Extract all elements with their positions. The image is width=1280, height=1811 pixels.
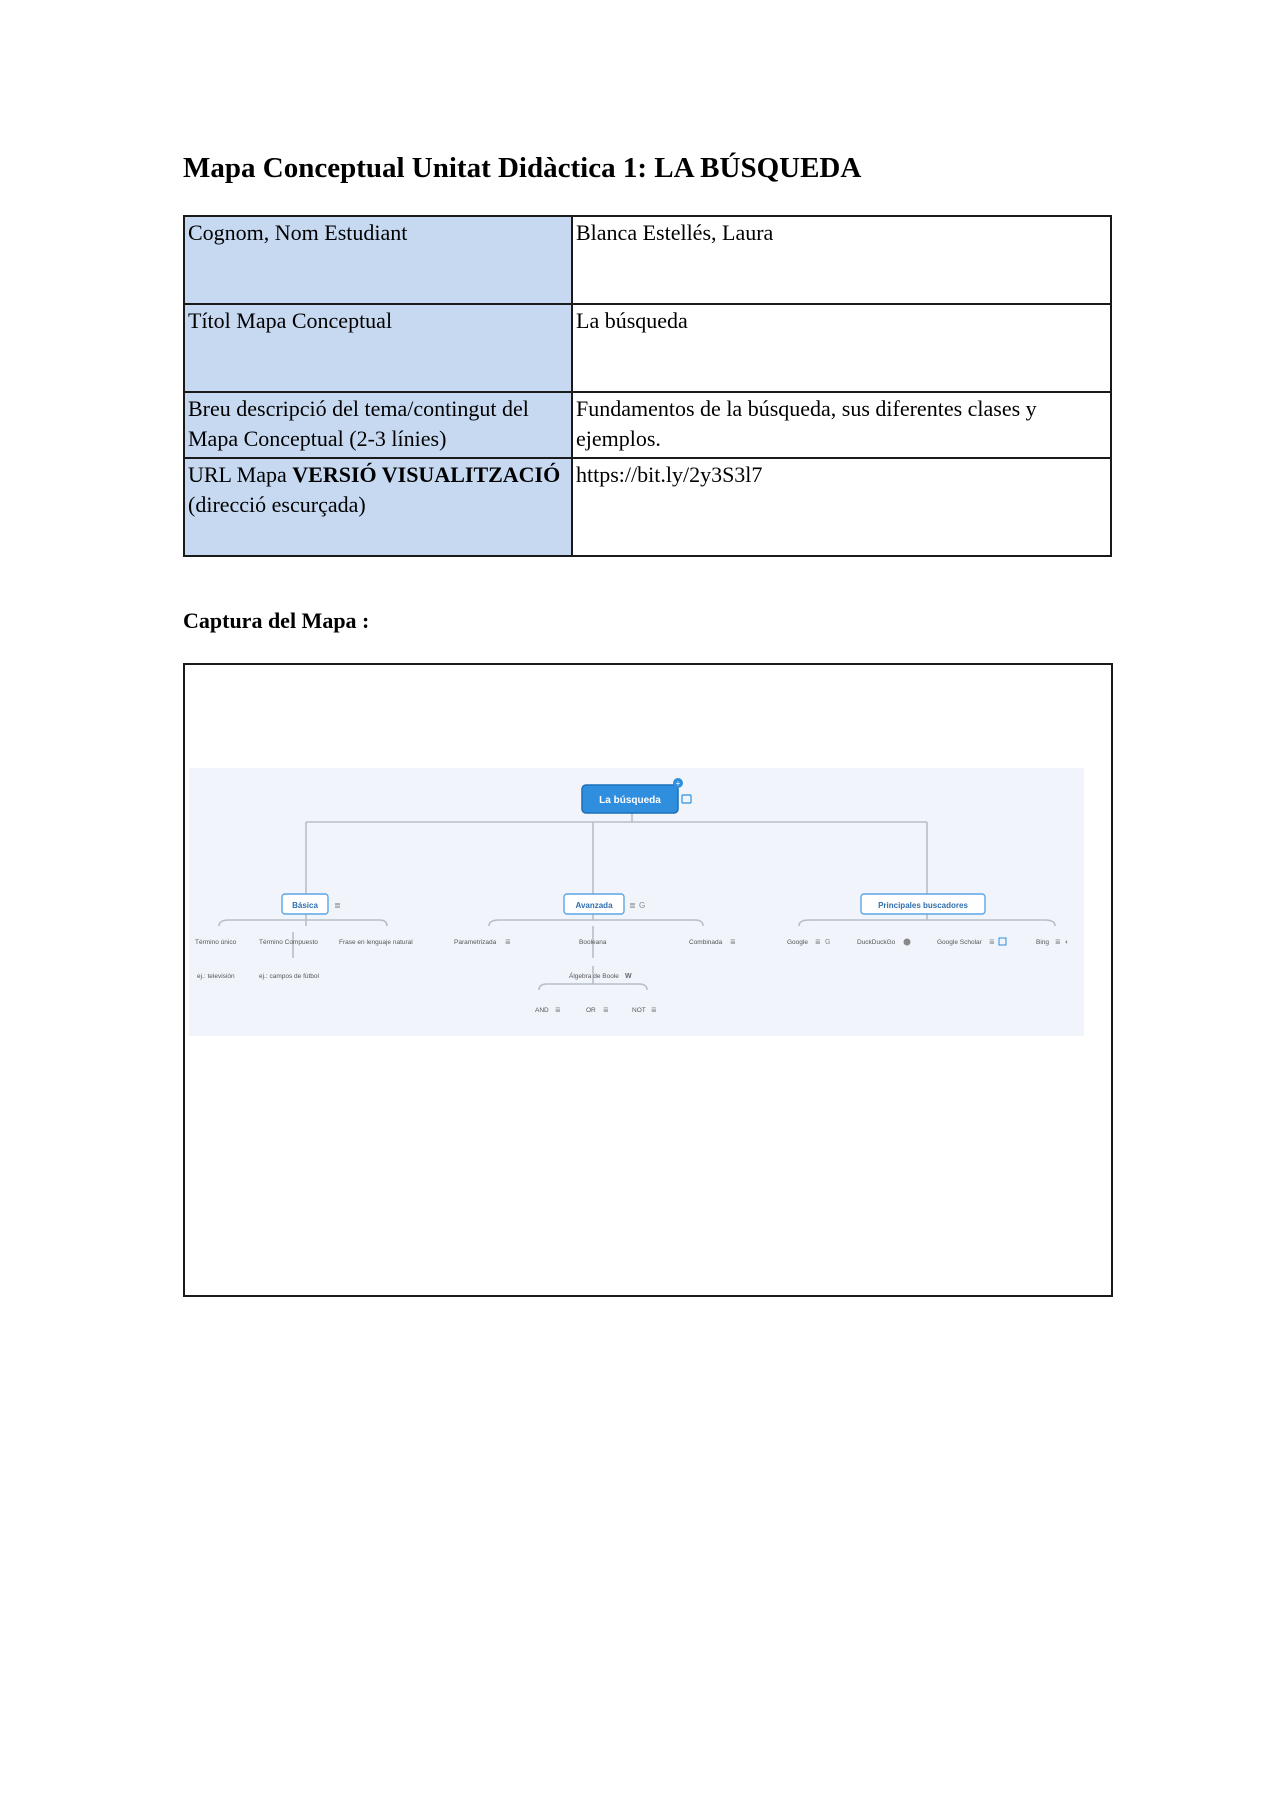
leaf-node[interactable]: Álgebra de Boole (569, 973, 619, 980)
note-icon: ≣ (603, 1007, 609, 1014)
leaf-node[interactable]: Combinada (689, 939, 723, 946)
note-icon: ≣ (815, 939, 821, 946)
note-icon: ≣ (505, 939, 511, 946)
leaf-node[interactable]: ej.: televisión (197, 973, 235, 980)
leaf-node[interactable]: Frase en lenguaje natural (339, 939, 413, 946)
leaf-node[interactable]: Google Scholar (937, 939, 982, 946)
note-icon: ≣ (1055, 939, 1061, 946)
note-icon[interactable] (682, 795, 691, 803)
url-label-post: (direcció escurçada) (188, 492, 366, 517)
leaf-node[interactable]: Término Compuesto (259, 939, 318, 946)
label-cell: Títol Mapa Conceptual (184, 304, 572, 392)
url-label-pre: URL Mapa (188, 462, 293, 487)
table-row (184, 392, 1111, 458)
google-icon: G (825, 939, 831, 946)
root-label: La búsqueda (599, 795, 661, 806)
note-icon: ≣ (989, 939, 995, 946)
capture-box (183, 663, 1113, 1297)
table-row (184, 458, 1111, 556)
branch-label-buscadores: Principales buscadores (878, 901, 968, 910)
value-cell: Fundamentos de la búsqueda, sus diferentes clases y ejemplos. (572, 392, 1111, 458)
leaf-node[interactable]: DuckDuckGo (857, 939, 896, 946)
info-table (183, 215, 1112, 557)
leaf-node[interactable]: AND (535, 1007, 549, 1014)
note-icon: ≣ (334, 901, 341, 910)
note-icon: ≣ (651, 1007, 657, 1014)
wikipedia-icon: W (625, 973, 632, 980)
label-cell: Breu descripció del tema/contingut del Mapa Conceptual (2-3 línies) (184, 392, 572, 458)
leaf-node[interactable]: ej.: campos de fútbol (259, 973, 319, 980)
label-cell: Cognom, Nom Estudiant (184, 216, 572, 304)
duckduckgo-icon (904, 939, 911, 946)
google-icon: G (639, 901, 646, 910)
table-row (184, 216, 1111, 304)
leaf-node[interactable]: Booleana (579, 939, 607, 946)
table-row (184, 304, 1111, 392)
mindmap-svg (189, 768, 1084, 1036)
leaf-node[interactable]: NOT (632, 1007, 646, 1014)
note-icon: ≣ (555, 1007, 561, 1014)
bing-icon: ◐ (1065, 939, 1070, 946)
label-cell (184, 458, 572, 556)
mindmap-screenshot (189, 768, 1084, 1036)
url-value-cell[interactable]: https://bit.ly/2y3S3l7 (572, 458, 1111, 556)
value-cell: Blanca Estellés, Laura (572, 216, 1111, 304)
leaf-node[interactable]: Término único (195, 939, 237, 946)
plus-icon: + (675, 779, 681, 788)
branch-label-basica: Básica (292, 901, 318, 910)
capture-label: Captura del Mapa : (183, 608, 370, 633)
note-icon: ≣ (730, 939, 736, 946)
leaf-node[interactable]: OR (586, 1007, 596, 1014)
branch-label-avanzada: Avanzada (575, 901, 613, 910)
scholar-icon (999, 938, 1006, 945)
leaf-node[interactable]: Bing (1036, 939, 1050, 946)
page-title: Mapa Conceptual Unitat Didàctica 1: LA BÚSQUEDA (183, 152, 862, 184)
url-label-bold: VERSIÓ VISUALITZACIÓ (292, 462, 561, 487)
note-icon: ≣ (629, 901, 636, 910)
value-cell: La búsqueda (572, 304, 1111, 392)
leaf-node[interactable]: Google (787, 939, 808, 946)
leaf-node[interactable]: Parametrizada (454, 939, 497, 946)
